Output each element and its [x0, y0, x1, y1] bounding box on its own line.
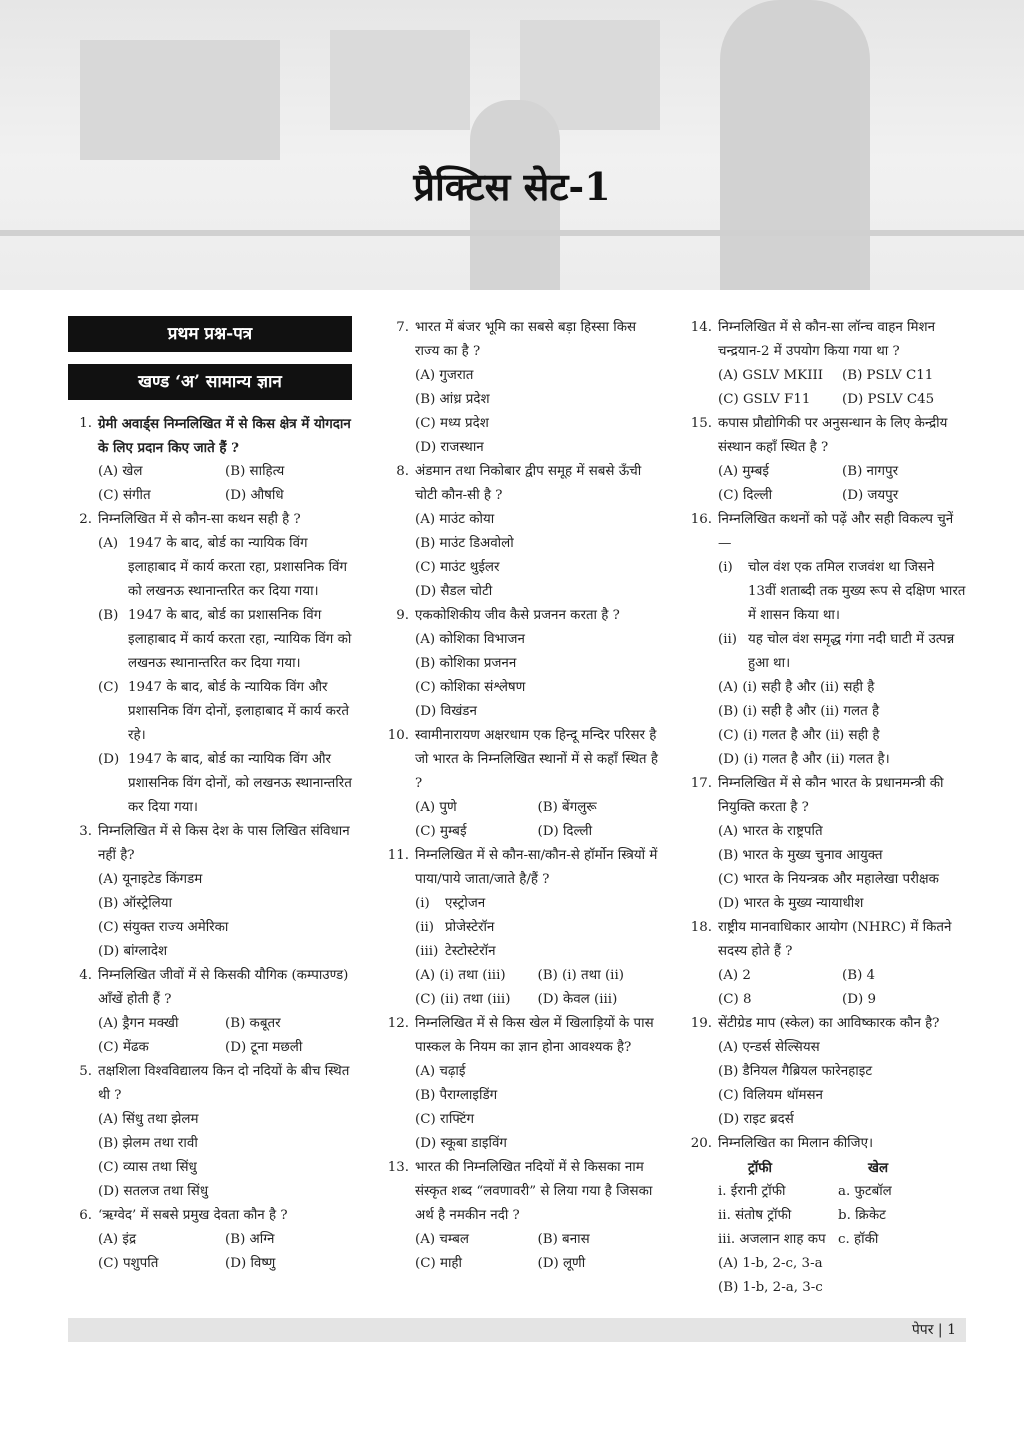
banner-illustration-person	[720, 0, 870, 290]
options-row: (C) दिल्ली (D) जयपुर	[718, 488, 899, 503]
options-row: (A) 2 (B) 4	[718, 968, 876, 983]
column-3	[688, 316, 966, 1300]
option: (D) विखंडन	[415, 704, 477, 719]
statement: (iii) टेस्टोस्टेरॉन	[415, 944, 496, 959]
match-header: ट्रॉफी खेल	[748, 1160, 889, 1176]
option: (C) विलियम थॉमसन	[718, 1088, 823, 1103]
option: (B) डैनियल गैब्रियल फारेनहाइट	[718, 1064, 873, 1079]
option: (D) स्कूबा डाइविंग	[415, 1136, 507, 1151]
option: (D) राइट ब्रदर्स	[718, 1112, 794, 1127]
option: (A) भारत के राष्ट्रपति	[718, 824, 823, 839]
options-row: (A) पुणे (B) बेंगलुरू	[415, 800, 597, 815]
options-row: (A) (i) तथा (iii) (B) (i) तथा (ii)	[415, 968, 624, 983]
options-row: (A) चम्बल (B) बनास	[415, 1232, 590, 1247]
option: (D) राजस्थान	[415, 440, 484, 455]
question-18: 18. राष्ट्रीय मानवाधिकार आयोग (NHRC) में कितने सदस्य होते हैं ?	[690, 920, 952, 959]
options-row: (C) माही (D) लूणी	[415, 1256, 586, 1271]
paper-heading: प्रथम प्रश्न-पत्र	[68, 316, 352, 352]
option: (D) (i) गलत है और (ii) गलत है।	[718, 752, 890, 767]
option: (C) राफ्टिंग	[415, 1112, 474, 1127]
question-4: 4. निम्नलिखित जीवों में से किसकी यौगिक (कम्पाउण्ड) आँखें होती हैं ?	[79, 968, 349, 1007]
question-14: 14. निम्नलिखित में से कौन-सा लॉन्च वाहन मिशन चन्द्रयान-2 में उपयोग किया गया था ?	[690, 320, 936, 359]
option: (A) चढ़ाई	[415, 1064, 466, 1079]
banner-illustration-desk	[0, 230, 1024, 236]
options-row: (C) मेंढक (D) टूना मछली	[98, 1040, 303, 1055]
header-banner	[0, 0, 1024, 290]
question-7: 7. भारत में बंजर भूमि का सबसे बड़ा हिस्सा किस राज्य का है ?	[396, 320, 637, 359]
question-17: 17. निम्नलिखित में से कौन भारत के प्रधानमन्त्री की नियुक्ति करता है ?	[690, 776, 944, 815]
match-row: i. ईरानी ट्रॉफी a. फुटबॉल	[718, 1184, 892, 1199]
page-number: पेपर | 1	[911, 1322, 956, 1338]
option: (C) भारत के नियन्त्रक और महालेखा परीक्षक	[718, 872, 939, 887]
option: (D) 1947 के बाद, बोर्ड का न्यायिक विंग और प्रशासनिक विंग दोनों, को लखनऊ स्थानान्तरित कर दिया गया।	[98, 752, 352, 815]
option: (B) माउंट डिअवोलो	[415, 536, 514, 551]
option: (C) कोशिका संश्लेषण	[415, 680, 526, 695]
question-11: 11. निम्नलिखित में से कौन-सा/कौन-से हॉर्मोन स्त्रियों में पाया/पाये जाता/जाते है/हैं ?	[387, 848, 658, 887]
column-2	[385, 316, 660, 1276]
option: (A) गुजरात	[415, 368, 474, 383]
banner-illustration-monitor	[330, 30, 470, 130]
banner-illustration-board	[80, 40, 280, 160]
option: (A) 1947 के बाद, बोर्ड का न्यायिक विंग इलाहाबाद में कार्य करता रहा, प्रशासनिक विंग को लखनऊ स्थानान्तरित कर दिया गया।	[98, 536, 348, 599]
option: (C) व्यास तथा सिंधु	[98, 1160, 197, 1175]
question-19: 19. सेंटीग्रेड माप (स्केल) का आविष्कारक कौन है?	[690, 1016, 940, 1031]
option: (D) बांग्लादेश	[98, 944, 168, 959]
question-15: 15. कपास प्रौद्योगिकी पर अनुसन्धान के लिए केन्द्रीय संस्थान कहाँ स्थित है ?	[690, 416, 948, 455]
option: (B) 1-b, 2-a, 3-c	[718, 1280, 823, 1295]
options-row: (C) मुम्बई (D) दिल्ली	[415, 824, 593, 839]
option: (D) भारत के मुख्य न्यायाधीश	[718, 896, 864, 911]
option: (B) ऑस्ट्रेलिया	[98, 896, 172, 911]
option: (B) पैराग्लाइडिंग	[415, 1088, 498, 1103]
question-5: 5. तक्षशिला विश्वविद्यालय किन दो नदियों के बीच स्थित थी ?	[79, 1064, 350, 1103]
options-row: (A) खेल (B) साहित्य	[98, 464, 285, 479]
match-row: iii. अजलान शाह कप c. हॉकी	[718, 1232, 879, 1247]
option: (B) कोशिका प्रजनन	[415, 656, 517, 671]
page-footer	[68, 1318, 966, 1342]
option: (C) मध्य प्रदेश	[415, 416, 489, 431]
question-2: 2. निम्नलिखित में से कौन-सा कथन सही है ?	[79, 512, 301, 527]
options-row: (A) ड्रैगन मक्खी (B) कबूतर	[98, 1016, 281, 1031]
options-row: (A) मुम्बई (B) नागपुर	[718, 464, 899, 479]
option: (A) सिंधु तथा झेलम	[98, 1112, 199, 1127]
question-12: 12. निम्नलिखित में से किस खेल में खिलाड़ियों के पास पास्कल के नियम का ज्ञान होना आवश्यक है?	[387, 1016, 654, 1055]
question-1: 1. ग्रेमी अवार्ड्स निम्नलिखित में से किस क्षेत्र में योगदान के लिए प्रदान किए जाते हैं ?	[79, 416, 351, 456]
question-6: 6. ‘ऋग्वेद’ में सबसे प्रमुख देवता कौन है ?	[79, 1208, 288, 1223]
option: (A) यूनाइटेड किंगडम	[98, 872, 203, 887]
options-row: (A) GSLV MKIII (B) PSLV C11	[718, 368, 934, 383]
option: (C) संयुक्त राज्य अमेरिका	[98, 920, 229, 935]
question-13: 13. भारत की निम्नलिखित नदियों में से किसका नाम संस्कृत शब्द “लवणावरी” से लिया गया है जिसका अर्थ है नमकीन नदी ?	[387, 1160, 653, 1223]
option: (C) 1947 के बाद, बोर्ड के न्यायिक विंग और प्रशासनिक विंग दोनों, इलाहाबाद में कार्य करते रहे।	[98, 680, 349, 743]
option: (B) 1947 के बाद, बोर्ड का प्रशासनिक विंग इलाहाबाद में कार्य करता रहा, न्यायिक विंग को लखनऊ स्थानान्तरित कर दिया गया।	[98, 608, 352, 671]
statement: (i) एस्ट्रोजन	[415, 896, 486, 911]
statement: (ii) यह चोल वंश समृद्ध गंगा नदी घाटी में उत्पन्न हुआ था।	[718, 632, 955, 671]
option: (D) सतलज तथा सिंधु	[98, 1184, 209, 1199]
options-row: (C) संगीत (D) औषधि	[98, 488, 284, 503]
column-1	[68, 316, 352, 1276]
question-8: 8. अंडमान तथा निकोबार द्वीप समूह में सबसे ऊँची चोटी कौन-सी है ?	[396, 464, 642, 503]
options-row: (C) GSLV F11 (D) PSLV C45	[718, 392, 935, 407]
option: (B) (i) सही है और (ii) गलत है	[718, 704, 880, 719]
options-row: (C) पशुपति (D) विष्णु	[98, 1256, 276, 1271]
options-row: (A) इंद्र (B) अग्नि	[98, 1232, 275, 1247]
statement: (ii) प्रोजेस्टेरॉन	[415, 920, 495, 935]
option: (A) (i) सही है और (ii) सही है	[718, 680, 875, 695]
option: (A) कोशिका विभाजन	[415, 632, 525, 647]
option: (A) माउंट कोया	[415, 512, 495, 527]
option: (C) माउंट थुईलर	[415, 560, 500, 575]
question-10: 10. स्वामीनारायण अक्षरधाम एक हिन्दू मन्दिर परिसर है जो भारत के निम्नलिखित स्थानों में से कहाँ स्थित है ?	[387, 728, 658, 791]
options-row: (C) (ii) तथा (iii) (D) केवल (iii)	[415, 992, 618, 1007]
statement: (i) चोल वंश एक तमिल राजवंश था जिसने 13वीं शताब्दी तक मुख्य रूप से दक्षिण भारत में शासन किया था।	[718, 560, 966, 623]
match-row: ii. संतोष ट्रॉफी b. क्रिकेट	[718, 1208, 886, 1223]
question-16: 16. निम्नलिखित कथनों को पढ़ें और सही विकल्प चुनें—	[690, 512, 954, 551]
option: (B) आंध्र प्रदेश	[415, 392, 490, 407]
question-20: 20. निम्नलिखित का मिलान कीजिए।	[690, 1136, 874, 1151]
option: (B) भारत के मुख्य चुनाव आयुक्त	[718, 848, 883, 863]
question-9: 9. एककोशिकीय जीव कैसे प्रजनन करता है ?	[396, 608, 620, 623]
page-title: प्रैक्टिस सेट-1	[413, 164, 611, 209]
options-row: (C) 8 (D) 9	[718, 992, 876, 1007]
question-3: 3. निम्नलिखित में से किस देश के पास लिखित संविधान नहीं है?	[79, 824, 350, 863]
option: (A) एन्डर्स सेल्सियस	[718, 1040, 820, 1055]
option: (C) (i) गलत है और (ii) सही है	[718, 728, 880, 743]
option: (B) झेलम तथा रावी	[98, 1136, 198, 1151]
option: (D) सैडल चोटी	[415, 584, 493, 599]
section-heading: खण्ड ‘अ’ सामान्य ज्ञान	[68, 364, 352, 400]
option: (A) 1-b, 2-c, 3-a	[718, 1256, 823, 1271]
